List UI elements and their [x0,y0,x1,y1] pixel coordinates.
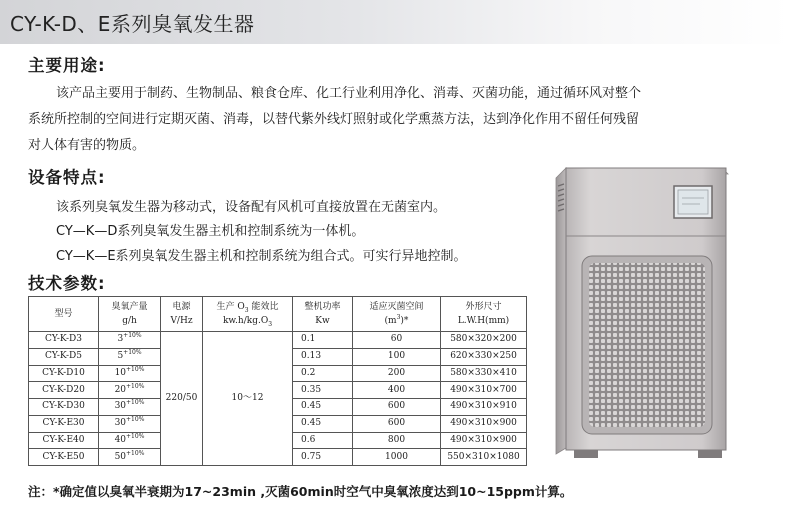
cell-dims: 580×330×410 [441,365,527,382]
col-header-efficiency: 生产 $O_3$ 能效比 $kw.h/kg.O_3$ [203,297,293,332]
usage-line-1: 该产品主要用于制药、生物制品、粮食仓库、化工行业利用净化、消毒、灭菌功能，通过循环风对整个 [56,86,642,101]
features-heading: 设备特点: [28,168,106,187]
cell-space: 400 [353,382,441,399]
feature-item-2: CY—K—D系列臭氧发生器主机和控制系统为一体机。 [56,224,365,239]
cell-model: CY-K-E40 [29,432,99,449]
col-header-model: 型号 [29,297,99,332]
cell-dims: 550×310×1080 [441,449,527,466]
cell-power: 220/50 [161,332,203,466]
cell-output: $30^{+10\%}$ [99,415,161,432]
spec-header-row [29,297,527,332]
table-row [29,332,527,349]
cell-model: CY-K-D20 [29,382,99,399]
col-header-dims: 外形尺寸 L.W.H(mm) [441,297,527,332]
feature-item-3: CY—K—E系列臭氧发生器主机和控制系统为组合式。可实行异地控制。 [56,249,467,264]
cell-space: 100 [353,348,441,365]
cell-model: CY-K-D10 [29,365,99,382]
cell-space: 600 [353,415,441,432]
specs-heading: 技术参数: [28,274,106,293]
usage-heading: 主要用途: [28,56,106,75]
cell-model: CY-K-D5 [29,348,99,365]
cell-motor: 0.13 [293,348,353,365]
cell-output: $3^{+10\%}$ [99,332,161,349]
col-header-motor: 整机功率 Kw [293,297,353,332]
cell-motor: 0.1 [293,332,353,349]
ozone-generator-cabinet-icon [552,164,732,464]
cell-output: $10^{+10\%}$ [99,365,161,382]
cell-dims: 580×320×200 [441,332,527,349]
cell-motor: 0.6 [293,432,353,449]
cell-motor: 0.75 [293,449,353,466]
cell-output: $50^{+10\%}$ [99,449,161,466]
cell-dims: 490×310×910 [441,399,527,416]
usage-line-2: 系统所控制的空间进行定期灭菌、消毒，以替代紫外线灯照射或化学熏蒸方法，达到净化作用不留任何残留 [28,112,640,127]
cell-space: 800 [353,432,441,449]
cell-model: CY-K-E30 [29,415,99,432]
cell-output: $5^{+10\%}$ [99,348,161,365]
cell-efficiency: 10～12 [203,332,293,466]
cell-dims: 490×310×900 [441,432,527,449]
cell-space: 600 [353,399,441,416]
product-image [552,164,732,464]
col-header-output: 臭氧产量 g/h [99,297,161,332]
cell-motor: 0.45 [293,399,353,416]
spec-table [28,296,527,466]
cell-model: CY-K-E50 [29,449,99,466]
cell-motor: 0.2 [293,365,353,382]
page-title: CY-K-D、E系列臭氧发生器 [10,12,255,36]
cell-dims: 620×330×250 [441,348,527,365]
footnote: 注：*确定值以臭氧半衰期为17~23min ,灭菌60min时空气中臭氧浓度达到10~15ppm计算。 [28,484,573,499]
cell-space: 60 [353,332,441,349]
cell-dims: 490×310×900 [441,415,527,432]
feature-item-1: 该系列臭氧发生器为移动式，设备配有风机可直接放置在无菌室内。 [56,200,447,215]
cell-output: $20^{+10\%}$ [99,382,161,399]
cell-model: CY-K-D3 [29,332,99,349]
usage-line-3: 对人体有害的物质。 [28,138,146,153]
cell-motor: 0.35 [293,382,353,399]
cell-output: $40^{+10\%}$ [99,432,161,449]
cell-space: 200 [353,365,441,382]
cell-dims: 490×310×700 [441,382,527,399]
cell-space: 1000 [353,449,441,466]
cell-motor: 0.45 [293,415,353,432]
cell-model: CY-K-D30 [29,399,99,416]
cell-output: $30^{+10\%}$ [99,399,161,416]
col-header-power: 电源 V/Hz [161,297,203,332]
col-header-space: 适应灭菌空间 $(m^3)*$ [353,297,441,332]
